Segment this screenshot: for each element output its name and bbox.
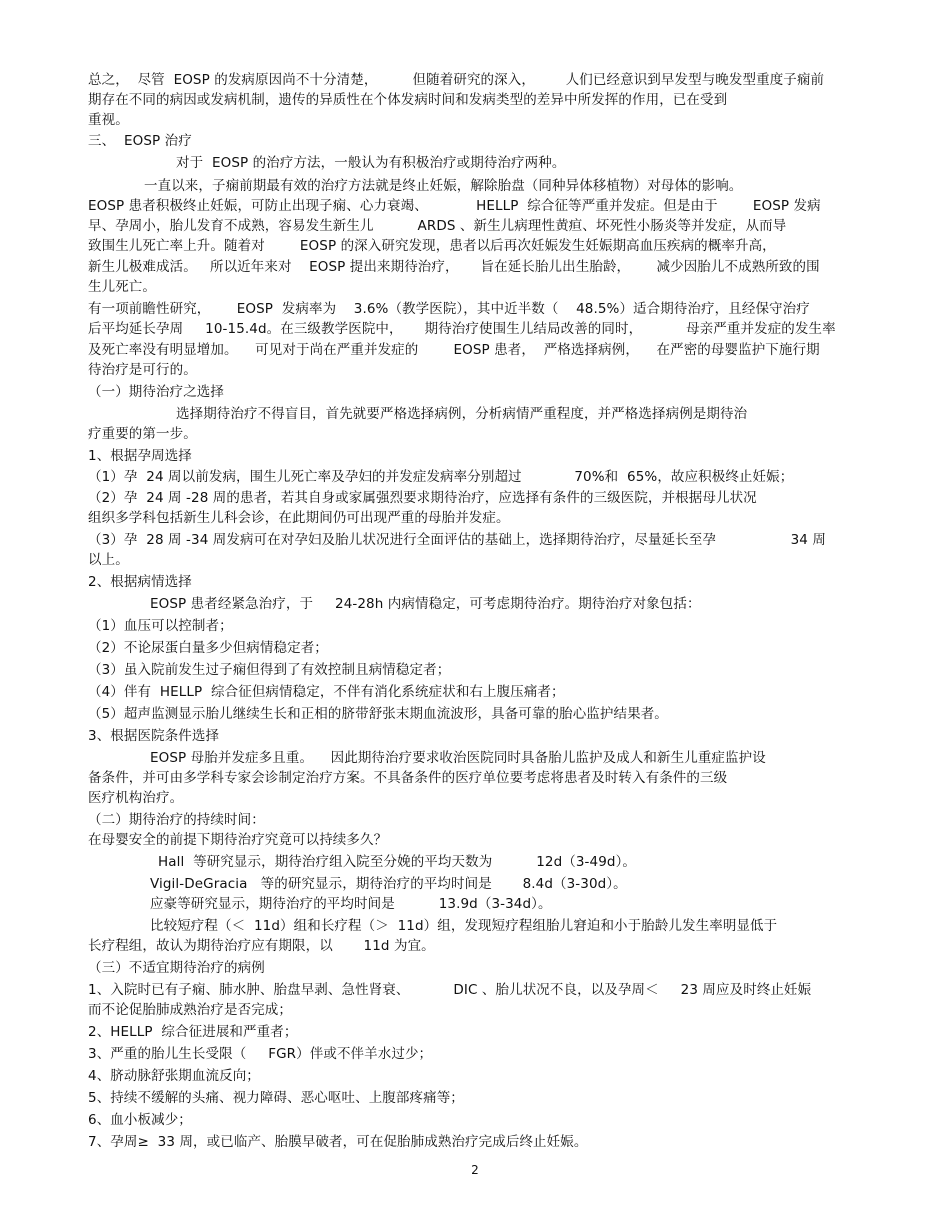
text-line: 1、根据孕周选择	[88, 448, 192, 464]
text-line: 6、血小板减少；	[88, 1112, 192, 1128]
text-line: （5）超声监测显示胎儿继续生长和正相的脐带舒张末期血流波形，具备可靠的胎心监护结果者。	[88, 706, 668, 722]
text-line: （三）不适宜期待治疗的病例	[88, 960, 265, 976]
text-line: 有一项前瞻性研究， EOSP 发病率为 3.6%（教学医院），其中近半数（ 48.5%）适合期待治疗，且经保守治疗	[88, 301, 810, 317]
text-line: （1）孕 24 周以前发病，围生儿死亡率及孕妇的并发症发病率分别超过 70%和 65%，故应积极终止妊娠；	[88, 469, 794, 485]
text-line: （2）孕 24 周 -28 周的患者，若其自身或家属强烈要求期待治疗，应选择有条件的三级医院，并根据母儿状况	[88, 490, 757, 506]
page-number: 2	[471, 1163, 479, 1177]
text-line: 新生儿极难成活。 所以近年来对 EOSP 提出来期待治疗， 旨在延长胎儿出生胎龄， 减少因胎儿不成熟所致的围	[88, 259, 820, 275]
text-line: 及死亡率没有明显增加。 可见对于尚在严重并发症的 EOSP 患者， 严格选择病例， 在严密的母婴监护下施行期	[88, 342, 820, 358]
text-line: 应豪等研究显示，期待治疗的平均时间是 13.9d（3-34d）。	[150, 896, 552, 912]
text-line: 待治疗是可行的。	[88, 362, 197, 378]
text-line: 4、脐动脉舒张期血流反向；	[88, 1068, 260, 1084]
text-line: 医疗机构治疗。	[88, 790, 184, 806]
text-line: 选择期待治疗不得盲目，首先就要严格选择病例，分析病情严重程度，并严格选择病例是期待治	[176, 406, 748, 422]
text-line: （3）孕 28 周 -34 周发病可在对孕妇及胎儿状况进行全面评估的基础上，选择期待治疗，尽量延长至孕 34 周	[88, 532, 826, 548]
text-line: 总之， 尽管 EOSP 的发病原因尚不十分清楚， 但随着研究的深入， 人们已经意识到早发型与晚发型重度子痫前	[88, 72, 825, 88]
text-line: 3、根据医院条件选择	[88, 728, 220, 744]
text-line: （一）期待治疗之选择	[88, 384, 224, 400]
text-line: 三、 EOSP 治疗	[88, 133, 192, 149]
text-line: EOSP 患者经紧急治疗，于 24-28h 内病情稳定，可考虑期待治疗。期待治疗对象包括：	[150, 596, 701, 612]
text-line: 疗重要的第一步。	[88, 426, 197, 442]
text-line: Hall 等研究显示，期待治疗组入院至分娩的平均天数为 12d（3-49d）。	[158, 854, 637, 870]
text-line: 5、持续不缓解的头痛、视力障碍、恶心呕吐、上腹部疼痛等；	[88, 1090, 464, 1106]
text-line: 1、入院时已有子痫、肺水肿、胎盘早剥、急性肾衰、 DIC 、胎儿状况不良，以及孕周＜ 23 周应及时终止妊娠	[88, 982, 812, 998]
text-line: （1）血压可以控制者；	[88, 618, 233, 634]
text-line: （二）期待治疗的持续时间：	[88, 812, 265, 828]
text-line: 长疗程组，故认为期待治疗应有期限，以 11d 为宜。	[88, 938, 435, 954]
text-line: 组织多学科包括新生儿科会诊，在此期间仍可出现严重的母胎并发症。	[88, 510, 510, 526]
text-line: 2、HELLP 综合征进展和严重者；	[88, 1024, 298, 1040]
text-line: 比较短疗程（＜ 11d）组和长疗程（＞ 11d）组，发现短疗程组胎儿窘迫和小于胎龄儿发生率明显低于	[150, 918, 778, 934]
text-line: 期存在不同的病因或发病机制，遗传的异质性在个体发病时间和发病类型的差异中所发挥的作用，已在受到	[88, 92, 728, 108]
text-line: 2、根据病情选择	[88, 574, 192, 590]
text-line: 在母婴安全的前提下期待治疗究竟可以持续多久？	[88, 832, 388, 848]
text-line: 致围生儿死亡率上升。随着对 EOSP 的深入研究发现，患者以后再次妊娠发生妊娠期高血压疾病的概率升高，	[88, 238, 776, 254]
text-line: EOSP 患者积极终止妊娠，可防止出现子痫、心力衰竭、 HELLP 综合征等严重并发症。但是由于 EOSP 发病	[88, 198, 821, 214]
text-line: （4）伴有 HELLP 综合征但病情稳定，不伴有消化系统症状和右上腹压痛者；	[88, 684, 565, 700]
text-line: 重视。	[88, 112, 129, 128]
text-line: Vigil-DeGracia 等的研究显示，期待治疗的平均时间是 8.4d（3-30d）。	[150, 876, 627, 892]
text-line: （2）不论尿蛋白量多少但病情稳定者；	[88, 640, 328, 656]
text-line: 后平均延长孕周 10-15.4d。在三级教学医院中， 期待治疗使围生儿结局改善的同时， 母亲严重并发症的发生率	[88, 321, 836, 337]
text-line: 以上。	[88, 552, 129, 568]
text-line: （3）虽入院前发生过子痫但得到了有效控制且病情稳定者；	[88, 662, 451, 678]
text-line: 备条件，并可由多学科专家会诊制定治疗方案。不具备条件的医疗单位要考虑将患者及时转入有条件的三级	[88, 770, 728, 786]
text-line: 7、孕周≥ 33 周，或已临产、胎膜早破者，可在促胎肺成熟治疗完成后终止妊娠。	[88, 1134, 588, 1150]
text-line: 一直以来，子痫前期最有效的治疗方法就是终止妊娠，解除胎盘（同种异体移植物）对母体的影响。	[144, 178, 743, 194]
text-line: 对于 EOSP 的治疗方法，一般认为有积极治疗或期待治疗两种。	[176, 155, 566, 171]
text-line: 生儿死亡。	[88, 279, 156, 295]
text-line: 3、严重的胎儿生长受限（ FGR）伴或不伴羊水过少；	[88, 1046, 433, 1062]
text-line: EOSP 母胎并发症多且重。 因此期待治疗要求收治医院同时具备胎儿监护及成人和新生儿重症监护设	[150, 750, 766, 766]
text-line: 早、孕周小，胎儿发育不成熟，容易发生新生儿 ARDS 、新生儿病理性黄疸、坏死性小肠炎等并发症，从而导	[88, 218, 787, 234]
text-line: 而不论促胎肺成熟治疗是否完成；	[88, 1002, 292, 1018]
